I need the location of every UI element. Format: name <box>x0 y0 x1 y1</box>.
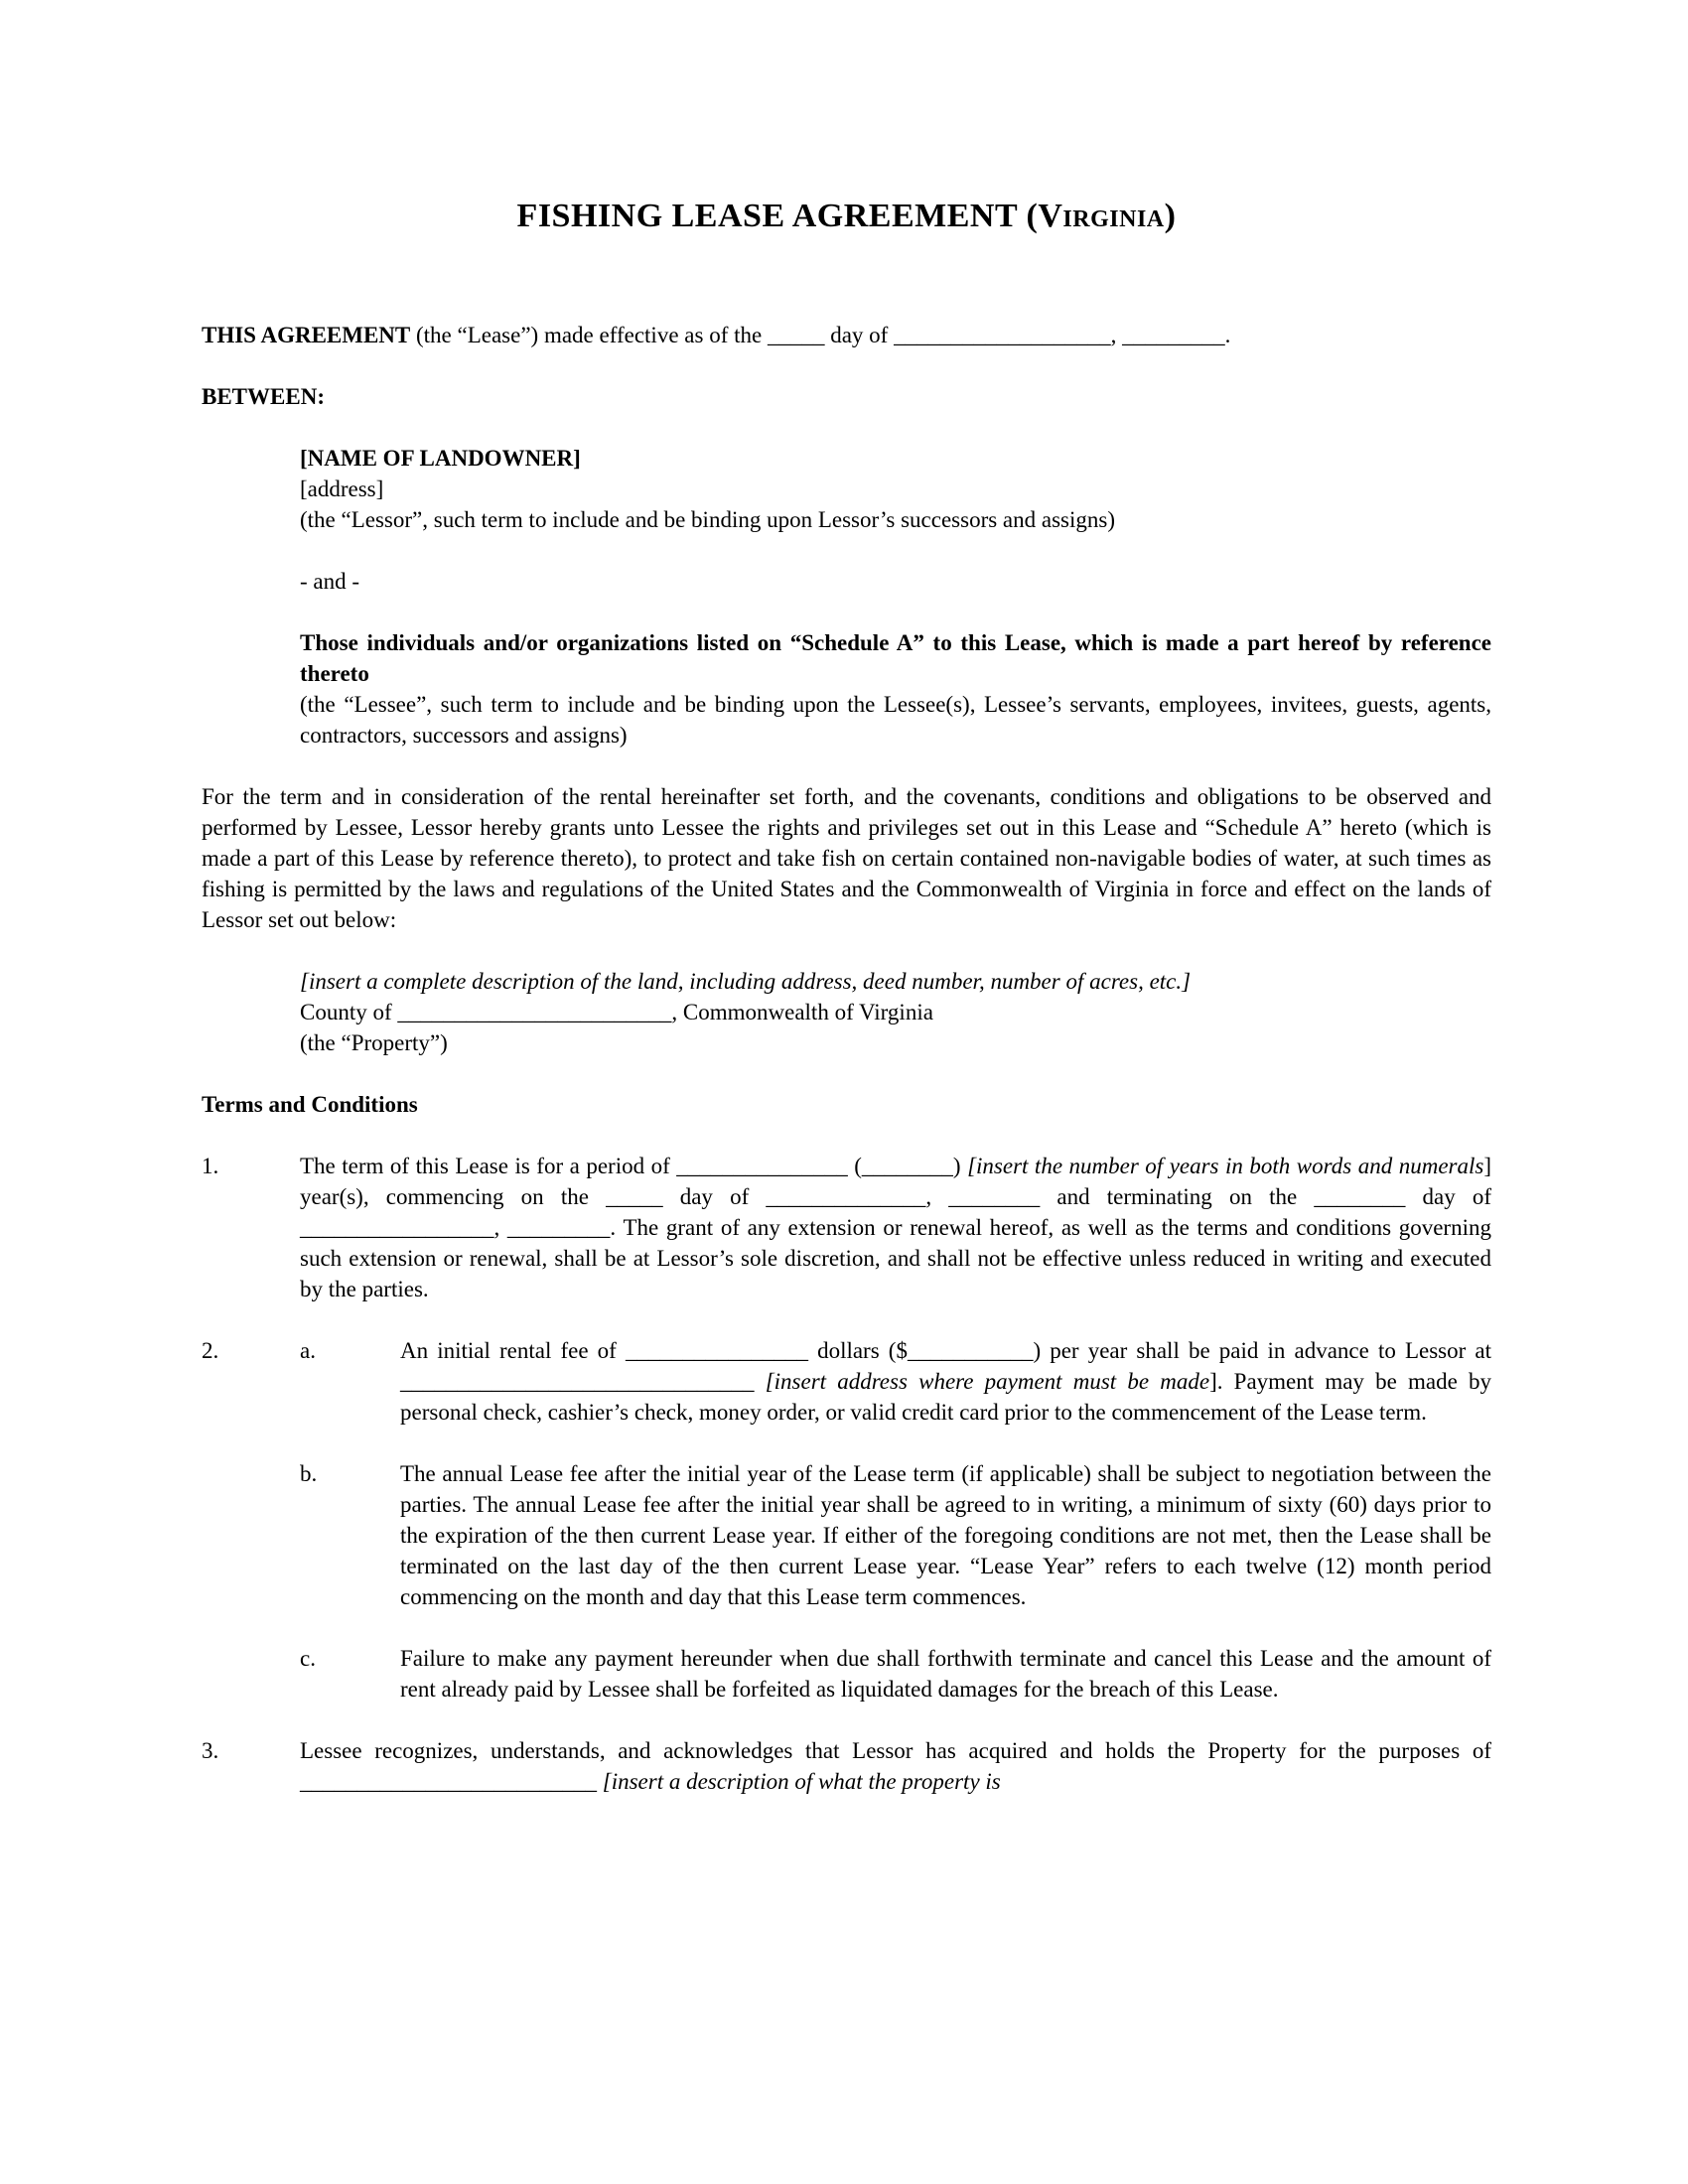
item-2c-body: Failure to make any payment hereunder when due shall forthwith terminate and cancel this Lease and the amount of rent already paid by Lessee shall be forfeited as liquidated damages for the breach of this Lease. <box>400 1646 1491 1702</box>
lessor-block <box>300 443 1491 535</box>
and-separator: - and - <box>300 569 360 594</box>
landowner-address-line: [address] <box>300 477 384 501</box>
item-1-body: The term of this Lease is for a period of _______________ (________) [insert the number of years in both words and numerals] year(s), commencing on the _____ day of ______________, ________ and terminating on the ________ day of _________________, _________. The grant of any extension or renewal hereof, as well as the terms and conditions governing such extension or renewal, shall be at Lessor’s sole discretion, and shall not be effective unless reduced in writing and executed by the parties. <box>300 1154 1491 1301</box>
item-2a-body: An initial rental fee of ________________ dollars ($___________) per year shall be paid in advance to Lessor at _______________________________ [insert address where payment must be made]. Payment may be made by personal check, cashier’s check, money order, or valid credit card prior to the commencement of the Lease term. <box>400 1338 1491 1425</box>
item-number: 1. <box>202 1154 219 1178</box>
property-label-line: (the “Property”) <box>300 1030 448 1055</box>
property-county-line: County of ________________________, Commonwealth of Virginia <box>300 1000 933 1024</box>
term-item-3 <box>202 1735 1491 1797</box>
landowner-name-line: [NAME OF LANDOWNER] <box>300 446 581 471</box>
term-item-2b <box>202 1458 1491 1612</box>
property-block <box>300 966 1491 1058</box>
term-item-2a <box>202 1335 1491 1428</box>
lessee-block <box>300 627 1491 751</box>
grant-clause: For the term and in consideration of the rental hereinafter set forth, and the covenants, conditions and obligations to be observed and performed by Lessee, Lessor hereby grants unto Lessee the rights and privileges set out in this Lease and “Schedule A” hereto (which is made a part of this Lease by reference thereto), to protect and take fish on certain contained non-navigable bodies of water, at such times as fishing is permitted by the laws and regulations of the United States and the Commonwealth of Virginia in force and effect on the lands of Lessor set out below: <box>202 784 1491 932</box>
item-number: 2. <box>202 1338 219 1363</box>
lessee-definition-line: (the “Lessee”, such term to include and be binding upon the Lessee(s), Lessee’s servants, employees, invitees, guests, agents, contractors, successors and assigns) <box>300 692 1491 748</box>
item-letter: b. <box>300 1461 318 1486</box>
intro-clause: THIS AGREEMENT (the “Lease”) made effective as of the _____ day of ___________________, _________. <box>202 323 1231 347</box>
item-2b-body: The annual Lease fee after the initial year of the Lease term (if applicable) shall be subject to negotiation between the parties. The annual Lease fee after the initial year shall be agreed to in writing, a minimum of sixty (60) days prior to the expiration of the then current Lease year. If either of the foregoing conditions are not met, then the Lease shall be terminated on the last day of the then current Lease year. “Lease Year” refers to each twelve (12) month period commencing on the month and day that this Lease term commences. <box>400 1461 1491 1609</box>
item-number <box>202 1458 300 1612</box>
item-letter: a. <box>300 1338 316 1363</box>
lessee-parties-line: Those individuals and/or organizations listed on “Schedule A” to this Lease, which is made a part hereof by reference thereto <box>300 630 1491 686</box>
item-number <box>202 1643 300 1705</box>
between-label: BETWEEN: <box>202 384 325 409</box>
item-3-body: Lessee recognizes, understands, and acknowledges that Lessor has acquired and holds the Property for the purposes of __________________________ [insert a description of what the property is <box>300 1738 1491 1794</box>
terms-heading: Terms and Conditions <box>202 1092 418 1117</box>
property-description-placeholder: [insert a complete description of the land, including address, deed number, number of acres, etc.] <box>300 969 1192 994</box>
term-item-1 <box>202 1151 1491 1304</box>
lessor-definition-line: (the “Lessor”, such term to include and be binding upon Lessor’s successors and assigns) <box>300 507 1116 532</box>
item-letter: c. <box>300 1646 316 1671</box>
document-title: FISHING LEASE AGREEMENT (Virginia) <box>516 198 1177 234</box>
item-number: 3. <box>202 1738 219 1763</box>
term-item-2c <box>202 1643 1491 1705</box>
